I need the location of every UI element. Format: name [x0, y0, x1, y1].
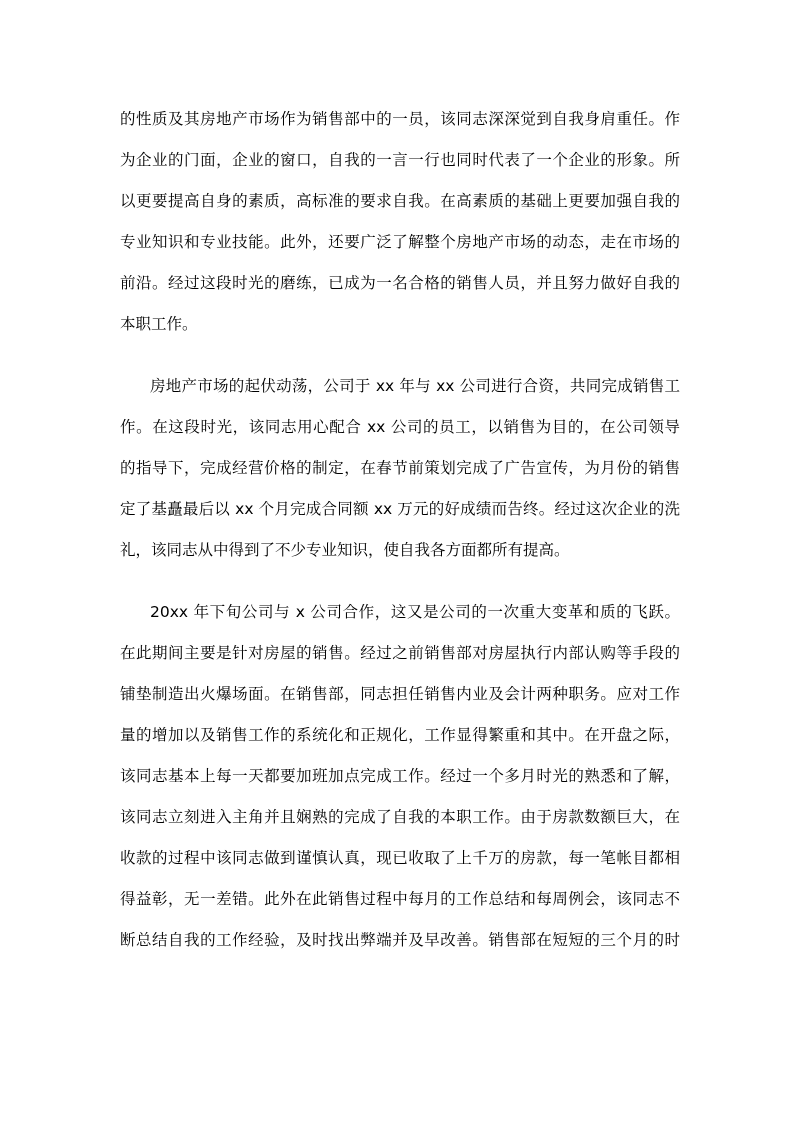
paragraph-3-line-2: 在此期间主要是针对房屋的销售。经过之前销售部对房屋执行内部认购等手段的 — [120, 644, 680, 662]
paragraph-2-line-2: 作。在这段时光，该同志用心配合 xx 公司的员工，以销售为目的，在公司领导 — [120, 418, 680, 436]
paragraph-2-line-1: 房地产市场的起伏动荡，公司于 xx 年与 xx 公司进行合资，共同完成销售工 — [150, 377, 680, 395]
paragraph-3-line-4: 量的增加以及销售工作的系统化和正规化，工作显得繁重和其中。在开盘之际， — [120, 726, 680, 744]
paragraph-2-line-4: 定了基矗最后以 xx 个月完成合同额 xx 万元的好成绩而告终。经过这次企业的洗 — [120, 500, 680, 518]
paragraph-1-line-3: 以更要提高自身的素质，高标准的要求自我。在高素质的基础上更要加强自我的 — [120, 192, 680, 210]
paragraph-1-line-6: 本职工作。 — [120, 315, 198, 333]
paragraph-3-line-7: 收款的过程中该同志做到谨慎认真，现已收取了上千万的房款，每一笔帐目都相 — [120, 849, 680, 867]
paragraph-2-line-3: 的指导下，完成经营价格的制定，在春节前策划完成了广告宣传，为月份的销售 — [120, 459, 680, 477]
paragraph-1-line-4: 专业知识和专业技能。此外，还要广泛了解整个房地产市场的动态，走在市场的 — [120, 233, 680, 251]
paragraph-1-line-2: 为企业的门面，企业的窗口，自我的一言一行也同时代表了一个企业的形象。所 — [120, 151, 680, 169]
paragraph-1-line-5: 前沿。经过这段时光的磨练，已成为一名合格的销售人员，并且努力做好自我的 — [120, 274, 680, 292]
paragraph-3-line-3: 铺垫制造出火爆场面。在销售部，同志担任销售内业及会计两种职务。应对工作 — [120, 685, 680, 703]
paragraph-2-line-5: 礼，该同志从中得到了不少专业知识，使自我各方面都所有提高。 — [120, 541, 570, 559]
paragraph-3-line-8: 得益彰，无一差错。此外在此销售过程中每月的工作总结和每周例会，该同志不 — [120, 890, 680, 908]
paragraph-3-line-6: 该同志立刻进入主角并且娴熟的完成了自我的本职工作。由于房款数额巨大，在 — [120, 808, 680, 826]
paragraph-3-line-5: 该同志基本上每一天都要加班加点完成工作。经过一个多月时光的熟悉和了解， — [120, 767, 680, 785]
paragraph-3-line-1: 20xx 年下旬公司与 x 公司合作，这又是公司的一次重大变革和质的飞跃。 — [150, 603, 680, 621]
paragraph-3-line-9: 断总结自我的工作经验，及时找出弊端并及早改善。销售部在短短的三个月的时 — [120, 931, 680, 949]
paragraph-1-line-1: 的性质及其房地产市场作为销售部中的一员，该同志深深觉到自我身肩重任。作 — [120, 110, 680, 128]
